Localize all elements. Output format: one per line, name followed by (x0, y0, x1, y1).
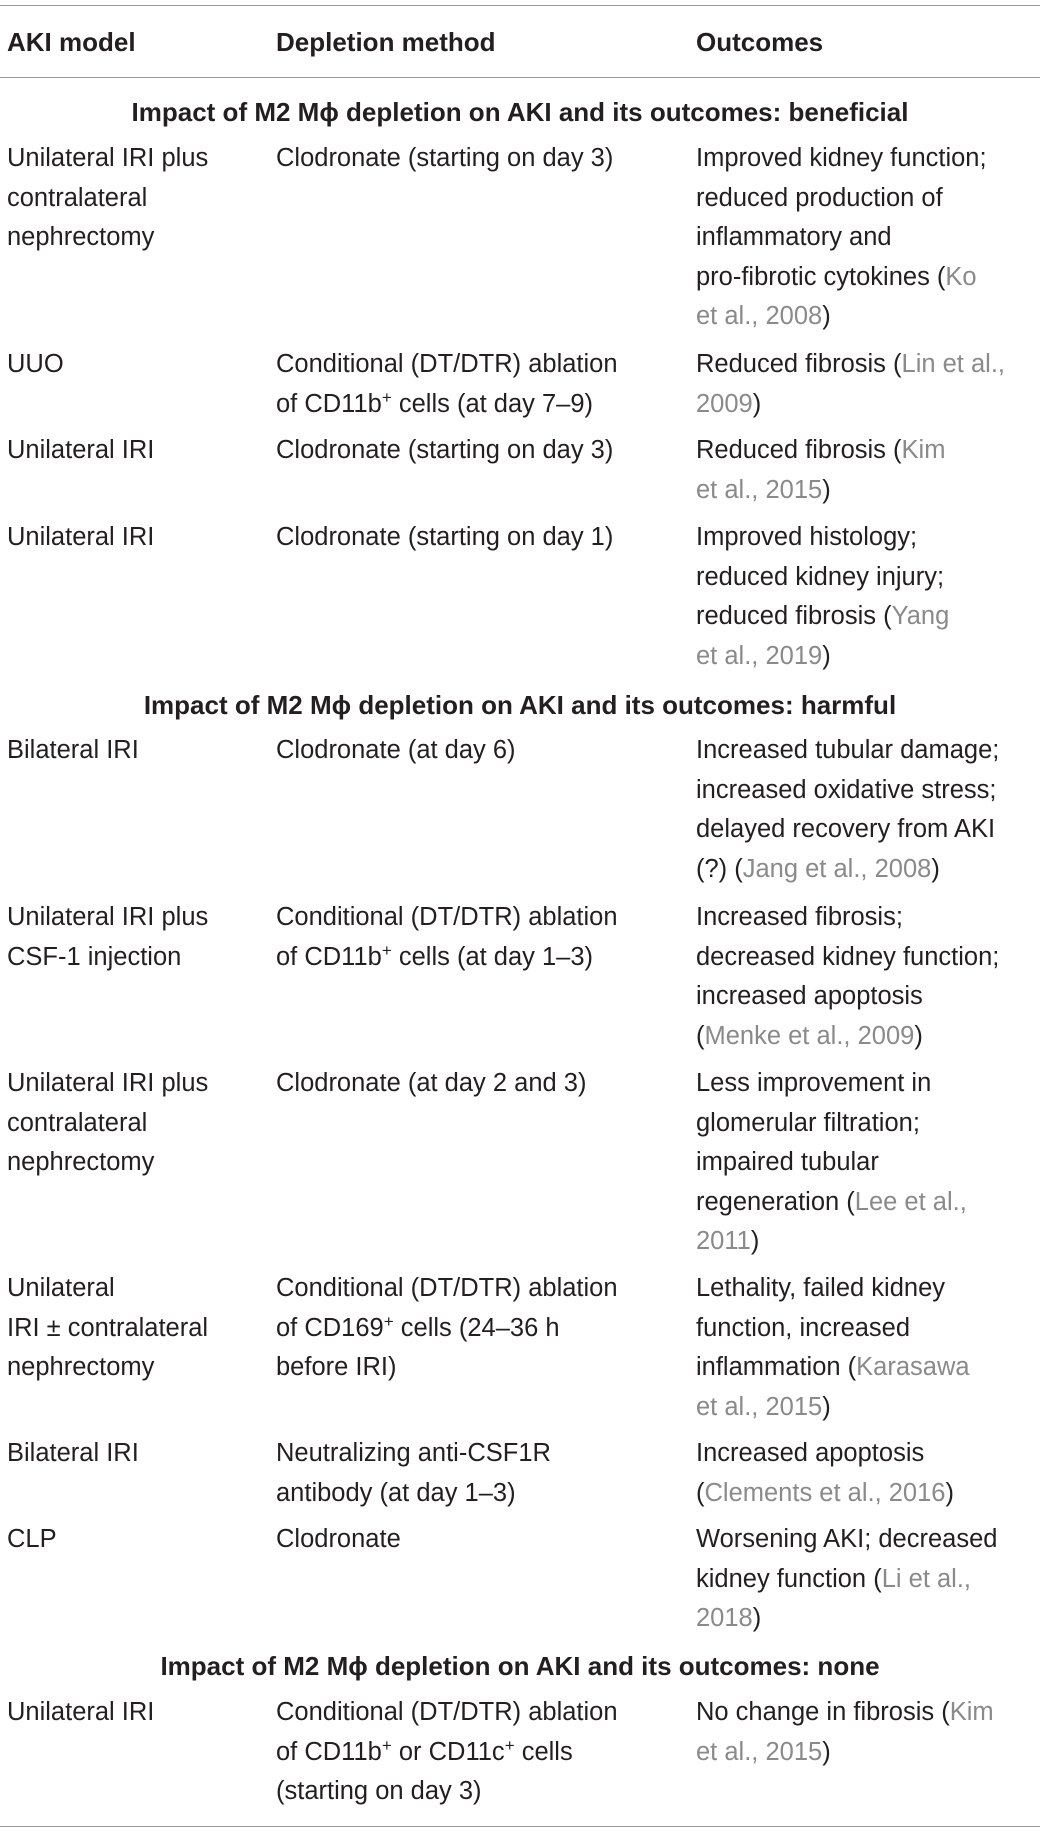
table-row-model: Bilateral IRI (7, 1439, 139, 1467)
top-rule (0, 5, 1040, 6)
citation: et al., 2019 (696, 641, 823, 670)
citation: Yang (891, 602, 950, 630)
table-row-method: Conditional (DT/DTR) ablation of CD11b+ or CD11c+ cells (starting on day 3) (276, 1698, 618, 1805)
citation: Ko (945, 262, 977, 291)
table-row-outcome: Less improvement in glomerular filtration; impaired tubular regeneration (Lee et al., 2011) (696, 1069, 967, 1255)
table-row-method: Clodronate (at day 6) (276, 736, 516, 764)
citation: Karasawa (856, 1353, 970, 1381)
citation: et al., 2008 (696, 302, 823, 330)
header-aki-model: AKI model (7, 27, 136, 57)
table-row-model: Unilateral IRI (7, 523, 155, 551)
table-row-method: Clodronate (starting on day 3) (276, 144, 614, 172)
table-row-outcome: No change in fibrosis (Kim et al., 2015) (696, 1698, 994, 1766)
header-depletion-method: Depletion method (276, 27, 496, 57)
table-row-method: Clodronate (starting on day 3) (276, 436, 614, 464)
citation: et al., 2015 (696, 1737, 823, 1766)
citation: 2009 (696, 389, 753, 418)
table-row-model: Unilateral IRI ± contralateral nephrectomy (7, 1274, 209, 1381)
table-row-outcome: Increased tubular damage; increased oxidative stress; delayed recovery from AKI (?) (Jang et al., 2008) (696, 736, 1000, 883)
table-row-model: Unilateral IRI (7, 1698, 155, 1726)
table-row-outcome: Improved histology; reduced kidney injury; reduced fibrosis (Yang et al., 2019) (696, 523, 950, 670)
table-row-outcome: Worsening AKI; decreased kidney function (Li et al., 2018) (696, 1525, 998, 1632)
citation: Lee et al., (854, 1187, 967, 1216)
table-row-model: CLP (7, 1525, 57, 1553)
header-rule (0, 77, 1040, 78)
table-row-model: Bilateral IRI (7, 736, 139, 764)
table-row-method: Clodronate (276, 1525, 401, 1553)
citation: Lin et al., (901, 350, 1005, 378)
citation: et al., 2015 (696, 475, 823, 504)
table-row-model: Unilateral IRI (7, 436, 155, 464)
citation: 2018 (696, 1604, 753, 1632)
table-row-outcome: Reduced fibrosis (Lin et al., 2009) (696, 350, 1005, 418)
header-outcomes: Outcomes (696, 27, 824, 57)
table-row-model: Unilateral IRI plus contralateral nephrectomy (7, 1069, 209, 1176)
citation: Menke et al., 2009 (704, 1021, 915, 1050)
citation: et al., 2015 (696, 1392, 823, 1421)
table-row-method: Conditional (DT/DTR) ablation of CD11b+ cells (at day 1–3) (276, 903, 618, 971)
table-row-outcome: Improved kidney function; reduced production of inflammatory and pro-fibrotic cytokines (Ko et al., 2008) (696, 144, 987, 330)
table-row-outcome: Lethality, failed kidney function, increased inflammation (Karasawa et al., 2015) (696, 1274, 970, 1421)
table-row-outcome: Reduced fibrosis (Kim et al., 2015) (696, 436, 946, 504)
table-row-model: UUO (7, 350, 64, 378)
table-row-outcome: Increased apoptosis (Clements et al., 2016) (696, 1439, 954, 1507)
table-row-method: Clodronate (starting on day 1) (276, 523, 614, 551)
section-none: Impact of M2 Mϕ depletion on AKI and its outcomes: none (160, 1651, 880, 1681)
citation: Clements et al., 2016 (704, 1478, 946, 1507)
table-row-method: Neutralizing anti-CSF1R antibody (at day 1–3) (276, 1439, 551, 1507)
table-row-outcome: Increased fibrosis; decreased kidney function; increased apoptosis (Menke et al., 2009) (696, 903, 1000, 1050)
table-row-method: Clodronate (at day 2 and 3) (276, 1069, 587, 1097)
section-beneficial: Impact of M2 Mϕ depletion on AKI and its outcomes: beneficial (131, 97, 909, 127)
citation: Jang et al., 2008 (742, 854, 932, 883)
citation: Li et al., (881, 1564, 972, 1593)
table-row-method: Conditional (DT/DTR) ablation of CD169+ cells (24–36 h before IRI) (276, 1274, 618, 1381)
citation: Kim (901, 436, 946, 464)
section-harmful: Impact of M2 Mϕ depletion on AKI and its outcomes: harmful (143, 690, 897, 720)
table-row-model: Unilateral IRI plus contralateral nephrectomy (7, 144, 209, 251)
bottom-rule (0, 1826, 1040, 1827)
citation: 2011 (696, 1227, 751, 1255)
citation: Kim (949, 1698, 994, 1726)
table-row-model: Unilateral IRI plus CSF-1 injection (7, 903, 209, 971)
table-row-method: Conditional (DT/DTR) ablation of CD11b+ cells (at day 7–9) (276, 350, 618, 418)
